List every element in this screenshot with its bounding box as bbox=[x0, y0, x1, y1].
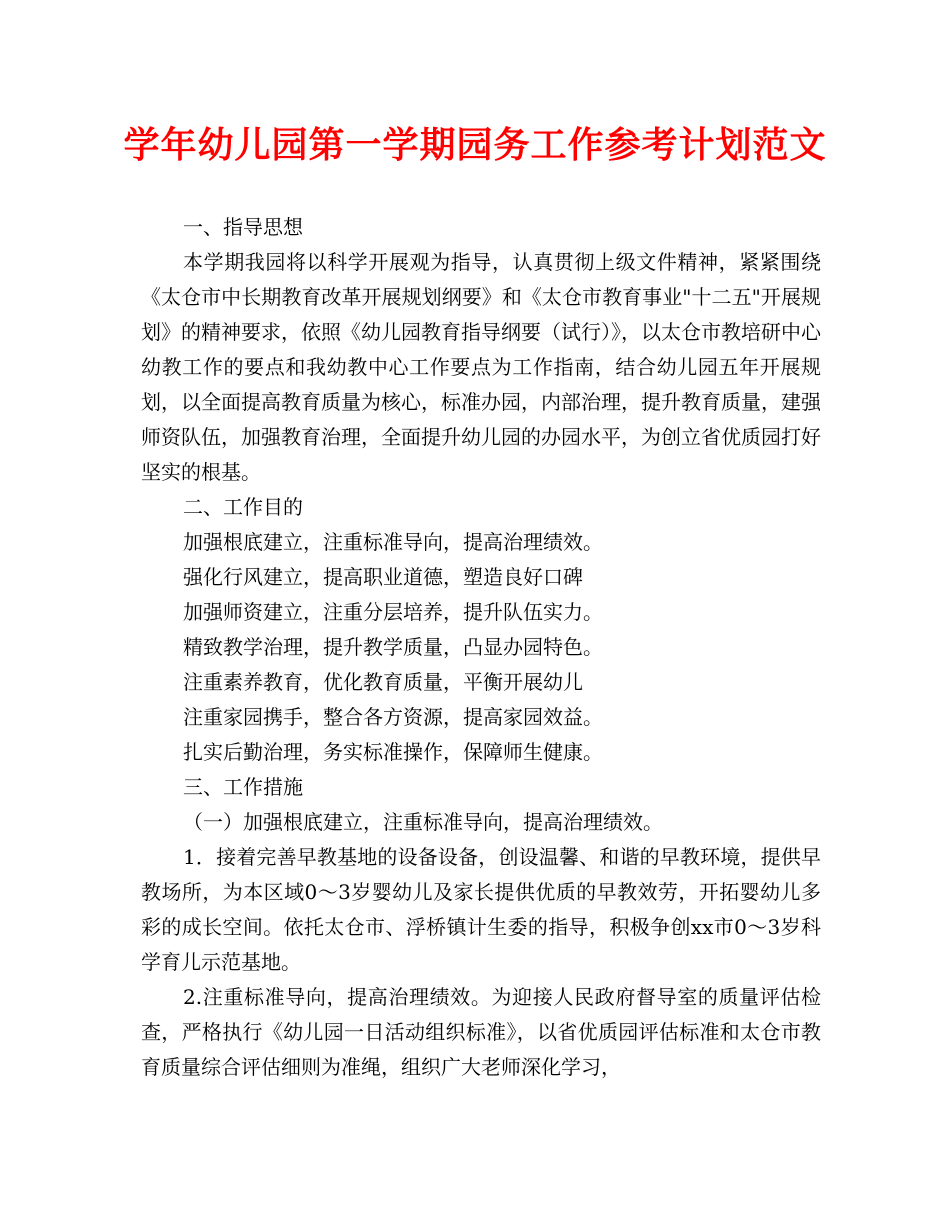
objective-item: 加强根底建立，注重标准导向，提高治理绩效。 bbox=[183, 530, 603, 554]
section-heading-work-measures: 三、工作措施 bbox=[183, 775, 303, 799]
section-heading-guiding-ideology: 一、指导思想 bbox=[183, 215, 303, 239]
paragraph-measure-2: 2.注重标准导向，提高治理绩效。为迎接人民政府督导室的质量评估检查，严格执行《幼儿园一日活动组织标准》，以省优质园评估标准和太仓市教育质量综合评估细则为准绳，组织广大老师深化学习， bbox=[141, 985, 821, 1079]
objective-item: 精致教学治理，提升教学质量，凸显办园特色。 bbox=[183, 635, 603, 659]
objective-item: 注重素养教育，优化教育质量，平衡开展幼儿 bbox=[183, 670, 583, 694]
paragraph-measure-1: 1．接着完善早教基地的设备设备，创设温馨、和谐的早教环境，提供早教场所，为本区域0～3岁婴幼儿及家长提供优质的早教效劳，开拓婴幼儿多彩的成长空间。依托太仓市、浮桥镇计生委的指导，积极争创xx市0～3岁科学育儿示范基地。 bbox=[141, 845, 821, 974]
objective-item: 注重家园携手，整合各方资源，提高家园效益。 bbox=[183, 705, 603, 729]
subsection-heading-foundation: （一）加强根底建立，注重标准导向，提高治理绩效。 bbox=[183, 810, 663, 834]
objective-item: 强化行风建立，提高职业道德，塑造良好口碑 bbox=[183, 565, 583, 589]
objective-item: 加强师资建立，注重分层培养，提升队伍实力。 bbox=[183, 600, 603, 624]
objective-item: 扎实后勤治理，务实标准操作，保障师生健康。 bbox=[183, 740, 603, 764]
paragraph-guiding-ideology: 本学期我园将以科学开展观为指导，认真贯彻上级文件精神，紧紧围绕《太仓市中长期教育改革开展规划纲要》和《太仓市教育事业"十二五"开展规划》的精神要求，依照《幼儿园教育指导纲要（试行）》，以太仓市教培研中心幼教工作的要点和我幼教中心工作要点为工作指南，结合幼儿园五年开展规划，以全面提高教育质量为核心，标准办园，内部治理，提升教育质量，建强师资队伍，加强教育治理，全面提升幼儿园的办园水平，为创立省优质园打好坚实的根基。 bbox=[141, 250, 821, 484]
document-title: 学年幼儿园第一学期园务工作参考计划范文 bbox=[123, 125, 827, 166]
section-heading-work-objectives: 二、工作目的 bbox=[183, 495, 303, 519]
document-body bbox=[141, 210, 821, 1085]
